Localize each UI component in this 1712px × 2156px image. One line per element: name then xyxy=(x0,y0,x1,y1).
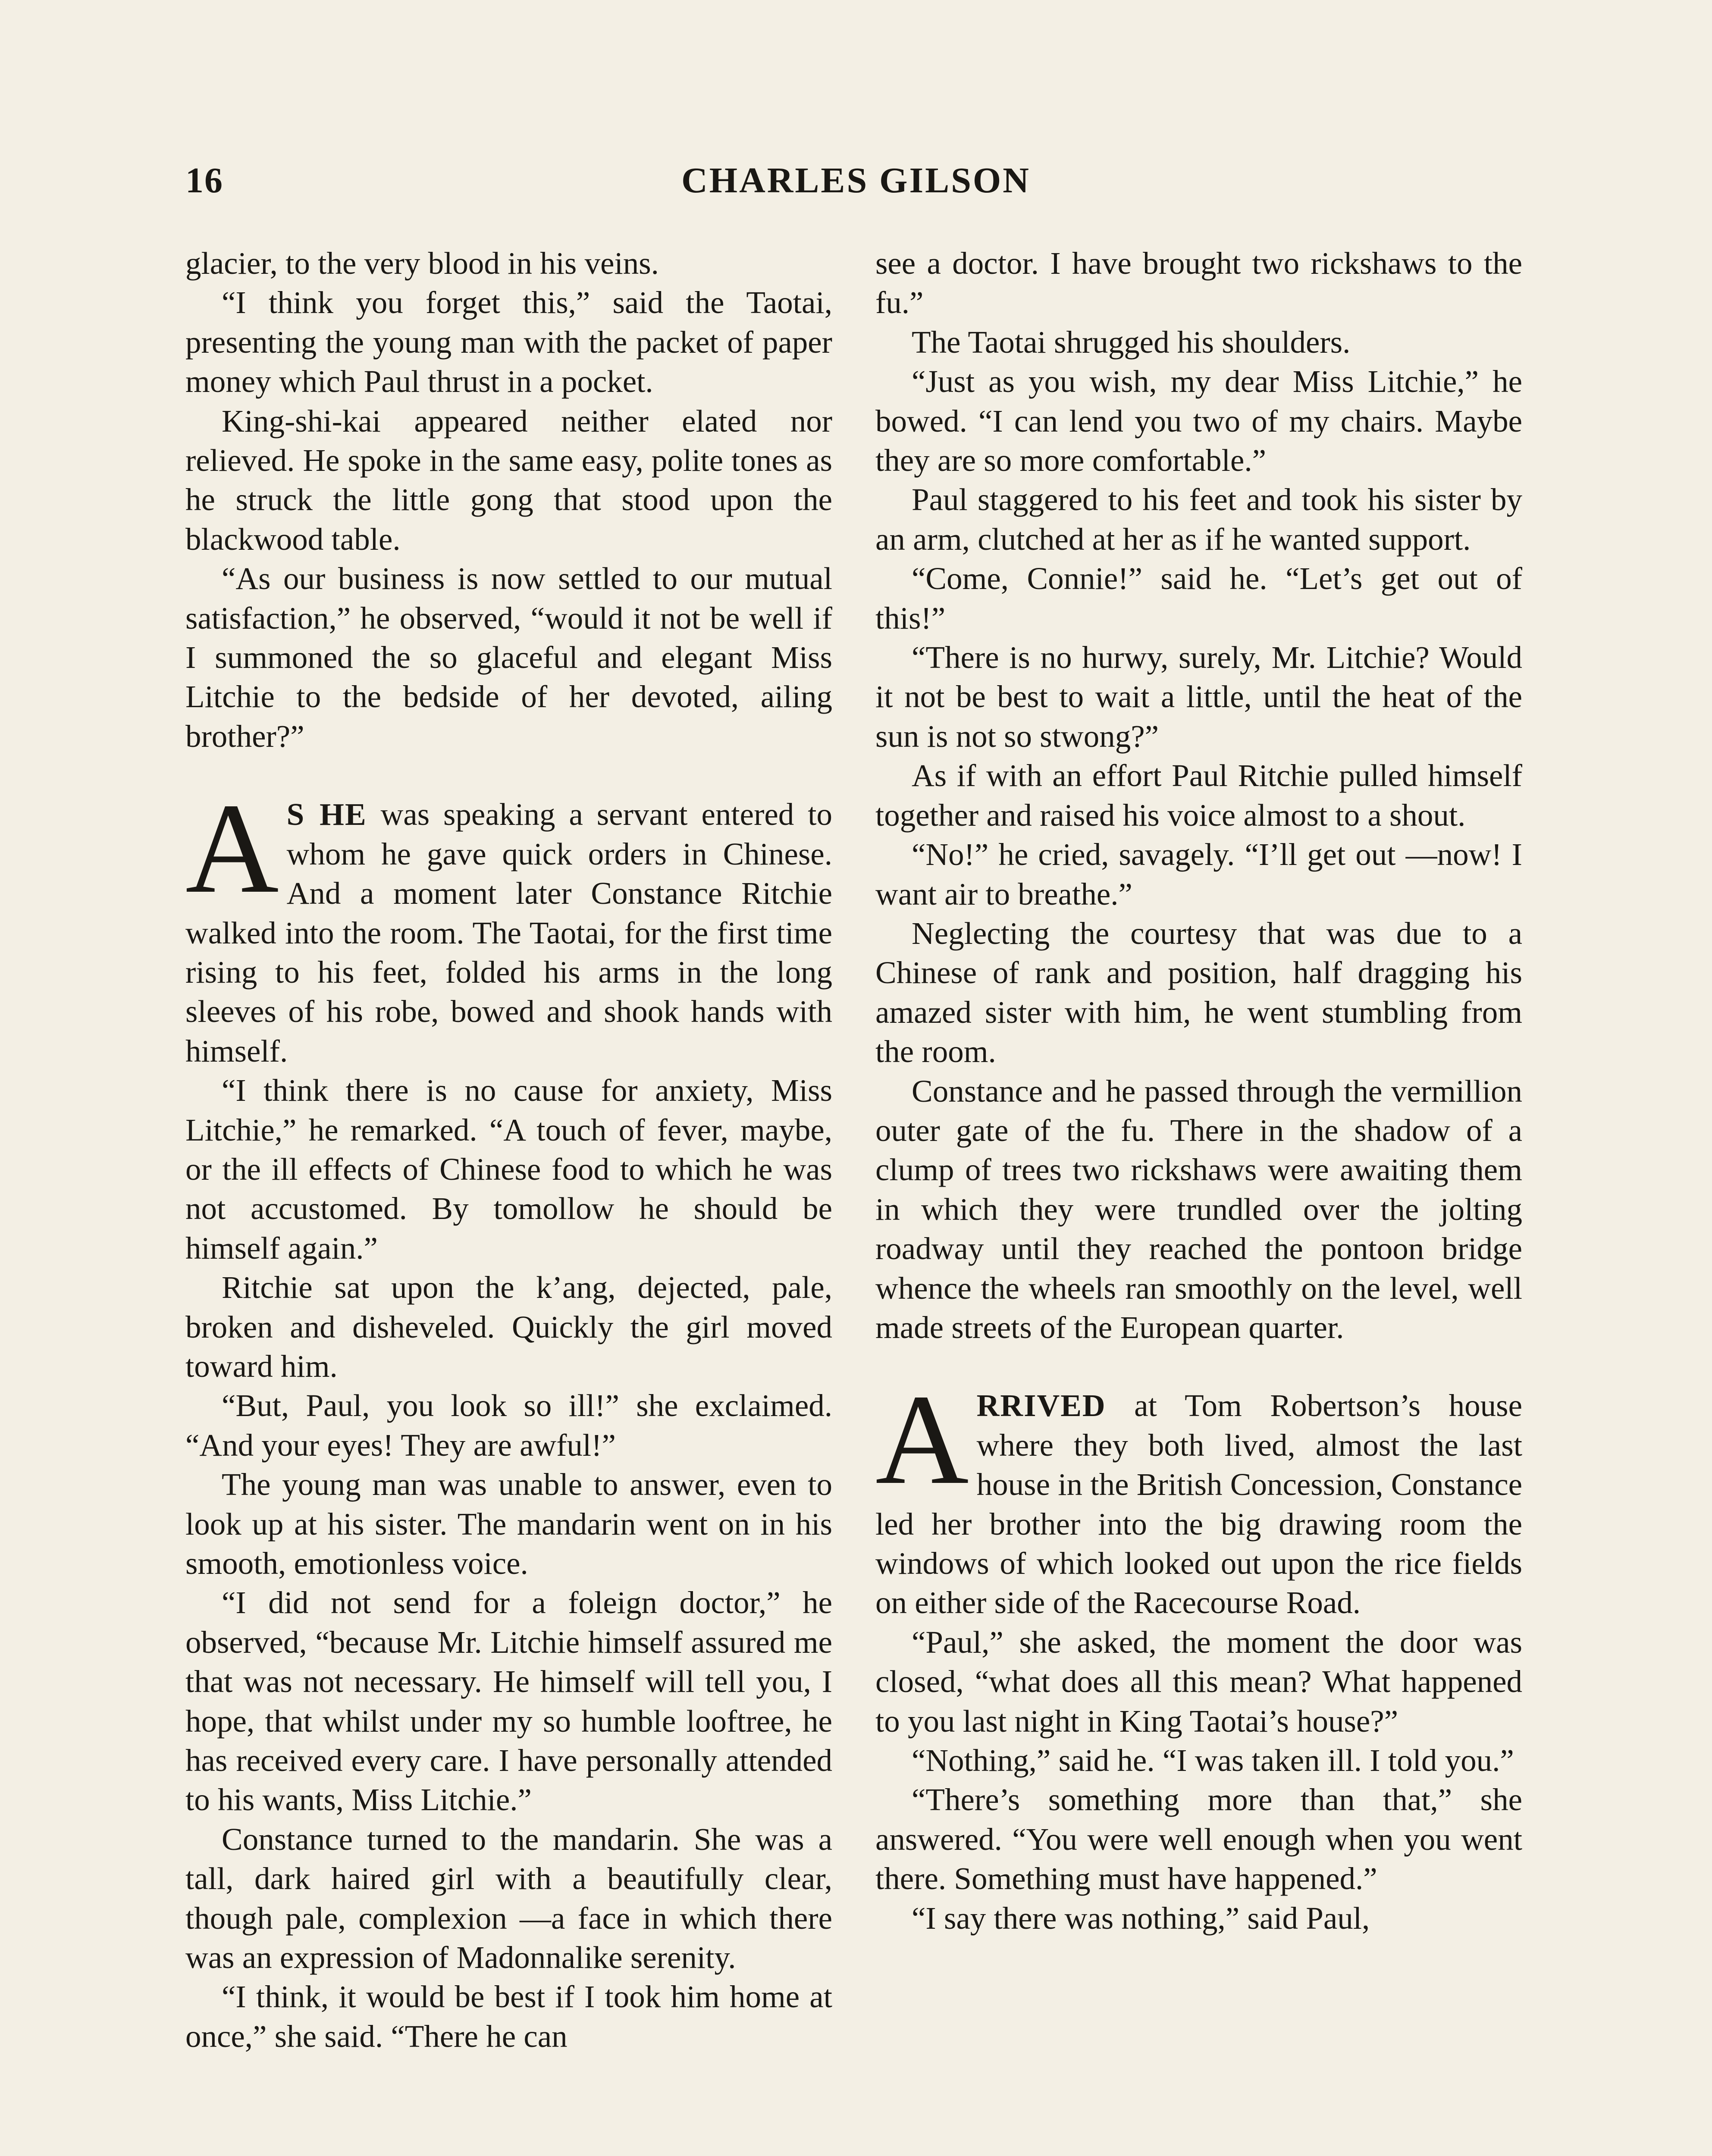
paragraph: King-shi-kai appeared neither elated nor relieved. He spoke in the same easy, polite tones as he struck the little gong that stood upon the blackwood table. xyxy=(185,403,832,557)
paragraph-text: was speaking a servant entered to whom he gave quick orders in Chinese. And a moment later Constance Ritchie walked into the room. The Taotai, for the first time rising to his feet, folded his arms in the long sleeves of his robe, bowed and shook hands with himself. xyxy=(185,797,832,1069)
paragraph-text: at Tom Robertson’s house where they both lived, almost the last house in the British Concession, Constance led her brother into the big drawing room the windows of which looked out upon the rice fields on either side of the Racecourse Road. xyxy=(875,1388,1522,1620)
paragraph: “I did not send for a foleign doctor,” he observed, “because Mr. Litchie himself assured me that was not necessary. He himself will tell you, I hope, that whilst under my so humble looftree, he has received every care. I have personally attended to his wants, Miss Litchie.” xyxy=(185,1585,832,1818)
lead-in: RRIVED xyxy=(976,1388,1106,1423)
paragraph: “I think, it would be best if I took him home at once,” she said. “There he can xyxy=(185,1979,832,2054)
paragraph: Paul staggered to his feet and took his sister by an arm, clutched at her as if he wanted support. xyxy=(875,482,1522,557)
page-number: 16 xyxy=(185,160,223,201)
paragraph: “Paul,” she asked, the moment the door was closed, “what does all this mean? What happened to you last night in King Taotai’s house?” xyxy=(875,1624,1522,1739)
paragraph: Neglecting the courtesy that was due to a Chinese of rank and position, half dragging his amazed sister with him, he went stumbling from the room. xyxy=(875,915,1522,1069)
drop-cap: A xyxy=(185,777,279,920)
page-header xyxy=(185,160,1527,207)
paragraph: “Just as you wish, my dear Miss Litchie,” he bowed. “I can lend you two of my chairs. Maybe they are so more comfortable.” xyxy=(875,364,1522,478)
paragraph: “I think there is no cause for anxiety, Miss Litchie,” he remarked. “A touch of fever, maybe, or the ill effects of Chinese food to which he was not accustomed. By tomollow he should be himself again.” xyxy=(185,1073,832,1266)
paragraph: As if with an effort Paul Ritchie pulled himself together and raised his voice almost to a shout. xyxy=(875,758,1522,833)
section-opening-paragraph xyxy=(185,777,832,1071)
running-head: CHARLES GILSON xyxy=(681,160,1031,201)
left-column xyxy=(185,244,832,2056)
paragraph: “Come, Connie!” said he. “Let’s get out of this!” xyxy=(875,561,1522,636)
paragraph: “I think you forget this,” said the Taotai, presenting the young man with the packet of paper money which Paul thrust in a pocket. xyxy=(185,285,832,399)
paragraph: “I say there was nothing,” said Paul, xyxy=(912,1900,1370,1936)
drop-cap: A xyxy=(875,1368,969,1511)
right-column xyxy=(875,244,1522,1938)
paragraph: “There is no hurwy, surely, Mr. Litchie? Would it not be best to wait a little, until the heat of the sun is not so stwong?” xyxy=(875,640,1522,754)
paragraph: The young man was unable to answer, even to look up at his sister. The mandarin went on in his smooth, emotionless voice. xyxy=(185,1467,832,1581)
paragraph: “But, Paul, you look so ill!” she exclaimed. “And your eyes! They are awful!” xyxy=(185,1388,832,1463)
paragraph: “As our business is now settled to our mutual satisfaction,” he observed, “would it not be well if I summoned the so glaceful and elegant Miss Litchie to the bedside of her devoted, ailing brother?” xyxy=(185,561,832,754)
paragraph: Ritchie sat upon the k’ang, dejected, pale, broken and disheveled. Quickly the girl moved toward him. xyxy=(185,1270,832,1384)
paragraph: “No!” he cried, savagely. “I’ll get out —now! I want air to breathe.” xyxy=(875,837,1522,912)
paragraph: “There’s something more than that,” she answered. “You were well enough when you went there. Something must have happened.” xyxy=(875,1782,1522,1896)
lead-in: S HE xyxy=(286,797,367,832)
paragraph: The Taotai shrugged his shoulders. xyxy=(912,324,1351,360)
paragraph: glacier, to the very blood in his veins. xyxy=(185,246,659,281)
paragraph: Constance and he passed through the vermillion outer gate of the fu. There in the shadow of a clump of trees two rickshaws were awaiting them in which they were trundled over the jolting roadway until they reached the pontoon bridge whence the wheels ran smoothly on the level, well made streets of the European quarter. xyxy=(875,1073,1522,1345)
section-opening-paragraph xyxy=(875,1368,1522,1622)
paragraph: Constance turned to the mandarin. She was a tall, dark haired girl with a beautifully clear, though pale, complexion —a face in which there was an expression of Madonnalike serenity. xyxy=(185,1821,832,1975)
paragraph: “Nothing,” said he. “I was taken ill. I told you.” xyxy=(912,1743,1514,1778)
paragraph: see a doctor. I have brought two rickshaws to the fu.” xyxy=(875,246,1522,320)
